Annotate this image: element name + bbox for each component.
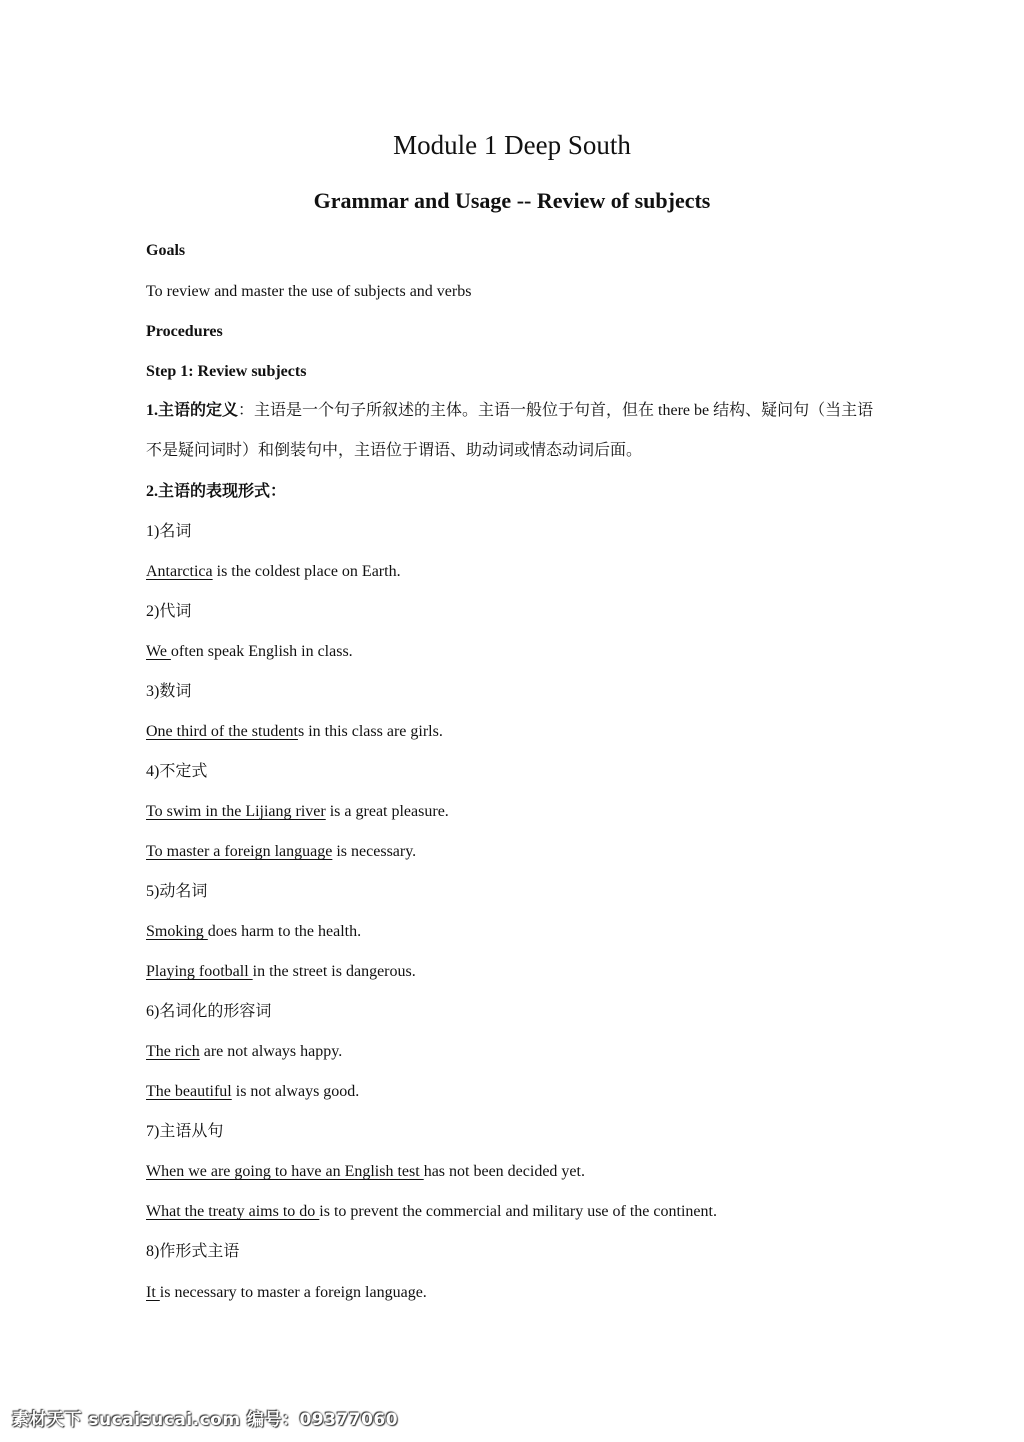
example-line <box>146 561 401 583</box>
example-subject: Smoking <box>146 923 208 940</box>
example-subject: We <box>146 643 171 660</box>
section-label-gerund: 5)动名词 <box>146 883 208 900</box>
example-line <box>146 1161 585 1183</box>
definition-label: 1.主语的定义 <box>146 402 239 419</box>
example-line <box>146 921 361 943</box>
example-rest: is the coldest place on Earth. <box>212 563 401 580</box>
procedures-heading: Procedures <box>146 323 223 340</box>
example-subject: When we are going to have an English test <box>146 1163 424 1180</box>
example-rest: is necessary to master a foreign language. <box>159 1284 427 1301</box>
goals-text: To review and master the use of subjects and verbs <box>146 283 472 300</box>
example-rest: is not always good. <box>231 1083 360 1100</box>
example-rest: often speak English in class. <box>170 643 353 660</box>
page-title: Module 1 Deep South <box>393 130 631 160</box>
step1-heading: Step 1: Review subjects <box>146 363 307 380</box>
section-label-pronoun: 2)代词 <box>146 603 192 620</box>
example-subject: What the treaty aims to do <box>146 1203 320 1220</box>
example-rest: is necessary. <box>332 843 417 860</box>
example-rest: s in this class are girls. <box>297 723 443 740</box>
definition-paragraph <box>146 391 886 471</box>
example-line <box>146 841 416 863</box>
example-rest: does harm to the health. <box>207 923 362 940</box>
page-subtitle: Grammar and Usage -- Review of subjects <box>313 188 711 213</box>
section-label-nominal-adjective: 6)名词化的形容词 <box>146 1003 272 1020</box>
definition-text: ：主语是一个句子所叙述的主体。主语一般位于句首，但在 there be 结构、疑问句（当主语不是疑问词时）和倒装句中，主语位于谓语、助动词或情态动词后面。 <box>146 402 874 459</box>
example-line <box>146 721 443 743</box>
example-subject: It <box>146 1284 160 1301</box>
example-subject: The beautiful <box>146 1083 232 1100</box>
example-subject: The rich <box>146 1043 200 1060</box>
example-rest: is to prevent the commercial and military use of the continent. <box>319 1203 717 1220</box>
example-rest: are not always happy. <box>199 1043 343 1060</box>
section-label-subject-clause: 7)主语从句 <box>146 1123 224 1140</box>
example-subject: Playing football <box>146 963 253 980</box>
section-label-formal-subject: 8)作形式主语 <box>146 1243 240 1260</box>
example-subject: To swim in the Lijiang river <box>146 803 326 820</box>
example-line <box>146 801 449 823</box>
example-rest: has not been decided yet. <box>423 1163 585 1180</box>
goals-heading: Goals <box>146 242 186 259</box>
example-line <box>146 1282 427 1304</box>
example-line <box>146 641 353 663</box>
example-line <box>146 1201 717 1223</box>
section-label-numeral: 3)数词 <box>146 683 192 700</box>
example-subject: Antarctica <box>146 563 213 580</box>
example-line <box>146 1041 342 1063</box>
example-line <box>146 961 416 983</box>
example-rest: is a great pleasure. <box>325 803 449 820</box>
example-subject: To master a foreign language <box>146 843 333 860</box>
watermark-footer: 素材天下 sucaisucai.com 编号：09377060 <box>12 1410 399 1430</box>
example-subject: One third of the student <box>146 723 298 740</box>
forms-heading: 2.主语的表现形式： <box>146 483 287 500</box>
section-label-noun: 1)名词 <box>146 523 192 540</box>
example-rest: in the street is dangerous. <box>252 963 416 980</box>
example-line <box>146 1081 359 1103</box>
section-label-infinitive: 4)不定式 <box>146 763 208 780</box>
